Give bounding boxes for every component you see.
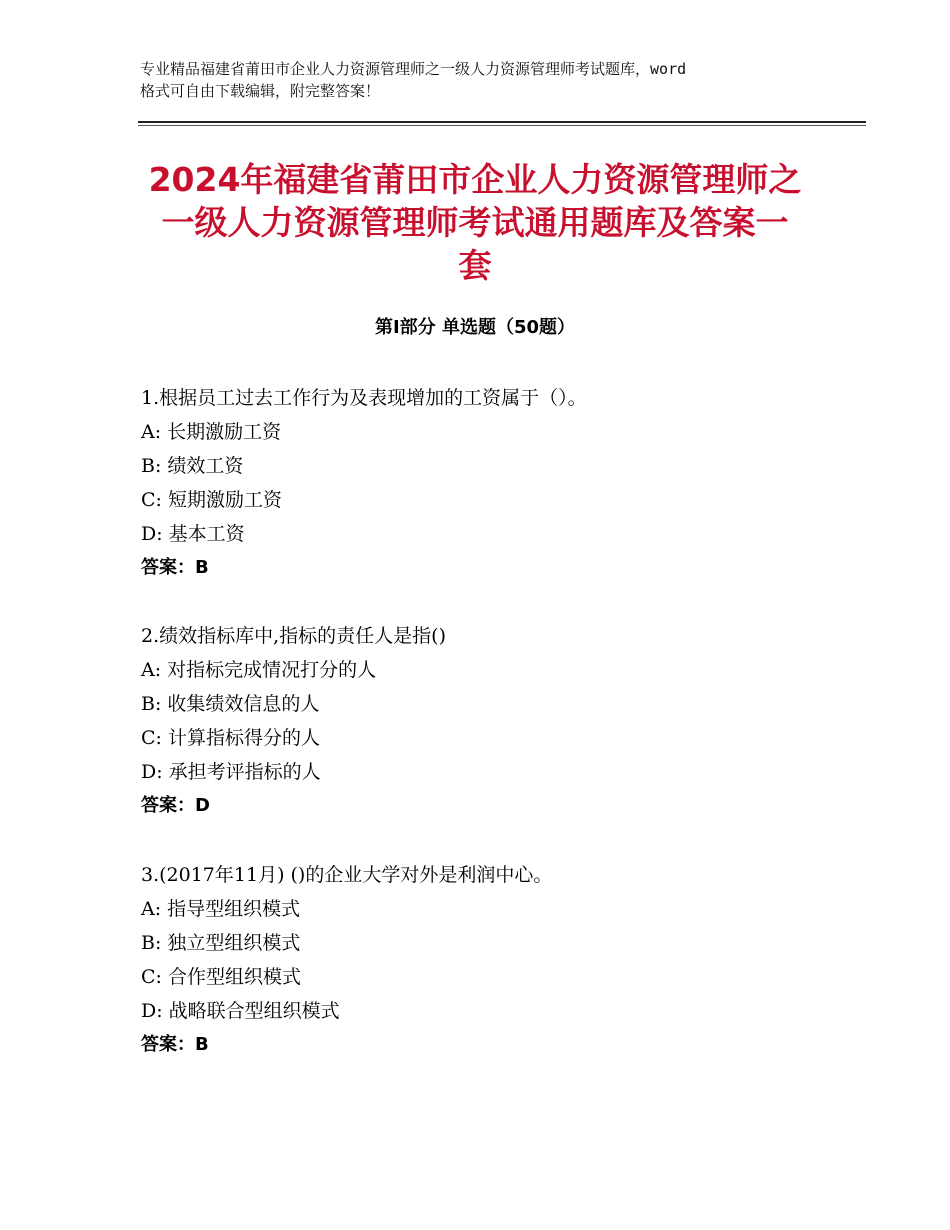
question-2 [141,619,841,823]
header-divider-thin [138,125,866,126]
question-3 [141,858,841,1062]
option-b: B: 独立型组织模式 [141,932,301,954]
question-stem: 2.绩效指标库中,指标的责任人是指() [141,625,446,647]
document-title [118,158,832,287]
header-note-line-2: 格式可自由下载编辑，附完整答案！ [140,82,381,100]
title-line-3: 套 [458,246,492,285]
option-c: C: 计算指标得分的人 [141,727,320,749]
answer: 答案：B [141,1034,209,1055]
option-a: A: 长期激励工资 [141,421,282,443]
option-d: D: 基本工资 [141,523,245,545]
question-stem: 3.(2017年11月) ()的企业大学对外是利润中心。 [141,864,553,886]
option-c: C: 合作型组织模式 [141,966,301,988]
option-c: C: 短期激励工资 [141,489,282,511]
option-d: D: 承担考评指标的人 [141,761,321,783]
answer: 答案：D [141,795,210,816]
question-stem: 1.根据员工过去工作行为及表现增加的工资属于（）。 [141,387,587,409]
header-note-line-1: 专业精品福建省莆田市企业人力资源管理师之一级人力资源管理师考试题库，word [140,60,687,78]
section-heading: 第Ⅰ部分 单选题（50题） [374,317,575,338]
option-b: B: 绩效工资 [141,455,244,477]
header-divider-thick [138,121,866,123]
option-d: D: 战略联合型组织模式 [141,1000,340,1022]
answer: 答案：B [141,557,209,578]
header-note [140,58,830,102]
title-line-1: 2024年福建省莆田市企业人力资源管理师之 [148,160,802,199]
option-b: B: 收集绩效信息的人 [141,693,320,715]
title-line-2: 一级人力资源管理师考试通用题库及答案一 [161,203,789,242]
question-1 [141,381,841,585]
option-a: A: 对指标完成情况打分的人 [141,659,377,681]
option-a: A: 指导型组织模式 [141,898,301,920]
